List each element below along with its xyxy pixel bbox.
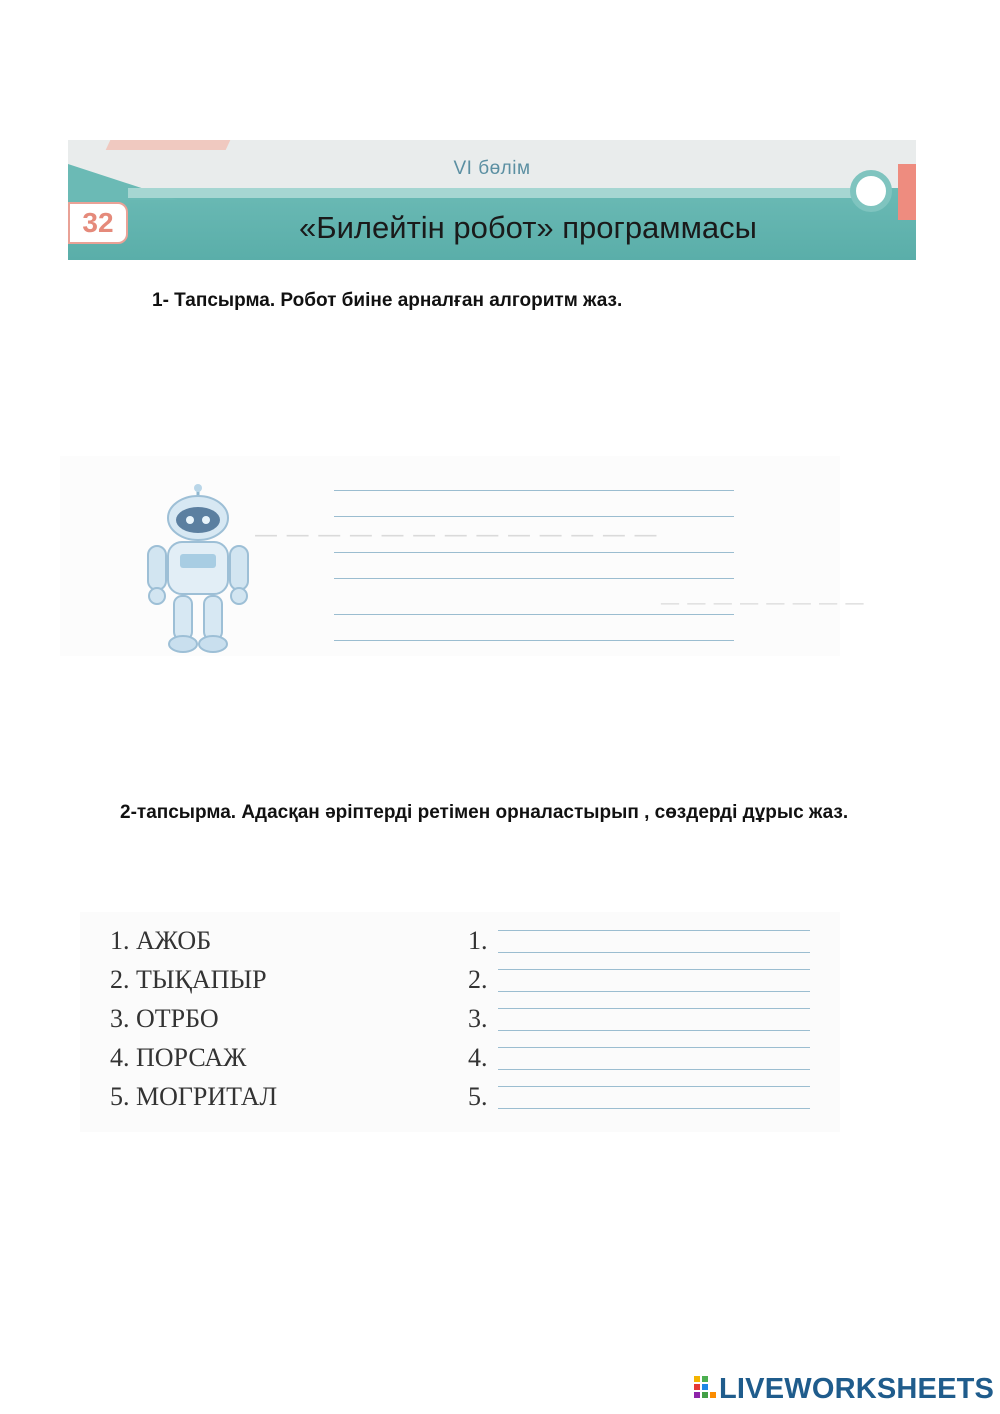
answer-number: 4. [468,1043,488,1072]
answer-number: 5. [468,1082,488,1111]
answer-line[interactable] [334,552,734,553]
answer-line[interactable] [334,516,734,517]
answer-line[interactable] [498,952,810,953]
banner-tab-decoration [898,164,916,220]
lesson-title: «Билейтін робот» программасы [299,210,757,245]
robot-icon [140,484,250,654]
answer-line[interactable] [334,578,734,579]
page-number-badge: 32 [68,202,128,244]
answer-line[interactable] [498,1086,810,1087]
section-label: VI бөлім [453,158,531,179]
ring-icon [850,170,892,212]
task-2-instruction: 2-тапсырма. Адасқан әріптерді ретімен орналастырып , сөздерді дұрыс жаз. [120,802,849,823]
answer-number: 1. [468,926,488,955]
bleed-through-text: — — — — — — — — — — — — — [254,520,658,548]
liveworksheets-logo [694,1373,994,1405]
task-1-instruction: 1- Тапсырма. Робот биіне арналған алгоритм жаз. [152,290,623,311]
banner-light-band [128,188,868,198]
banner-decoration [106,140,231,150]
answer-line[interactable] [498,991,810,992]
answer-line[interactable] [498,1069,810,1070]
answer-line[interactable] [498,1030,810,1031]
scrambled-word: 4. ПОРСАЖ [110,1043,247,1072]
lesson-banner [68,140,916,260]
answer-line[interactable] [498,1008,810,1009]
answer-number: 2. [468,965,488,994]
scrambled-word: 2. ТЫҚАПЫР [110,965,267,994]
answer-line[interactable] [334,614,734,615]
scrambled-word: 1. АЖОБ [110,926,212,955]
scrambled-word: 3. ОТРБО [110,1004,219,1033]
scrambled-word: 5. МОГРИТАЛ [110,1082,278,1111]
answer-line[interactable] [334,490,734,491]
answer-line[interactable] [498,1047,810,1048]
answer-line[interactable] [498,969,810,970]
liveworksheets-logo-icon [694,1376,716,1402]
bleed-through-text: — — — — — — — — [660,590,865,614]
answer-line[interactable] [498,1108,810,1109]
answer-line[interactable] [334,640,734,641]
logo-text: LIVEWORKSHEETS [719,1372,995,1405]
answer-line[interactable] [498,930,810,931]
answer-number: 3. [468,1004,488,1033]
